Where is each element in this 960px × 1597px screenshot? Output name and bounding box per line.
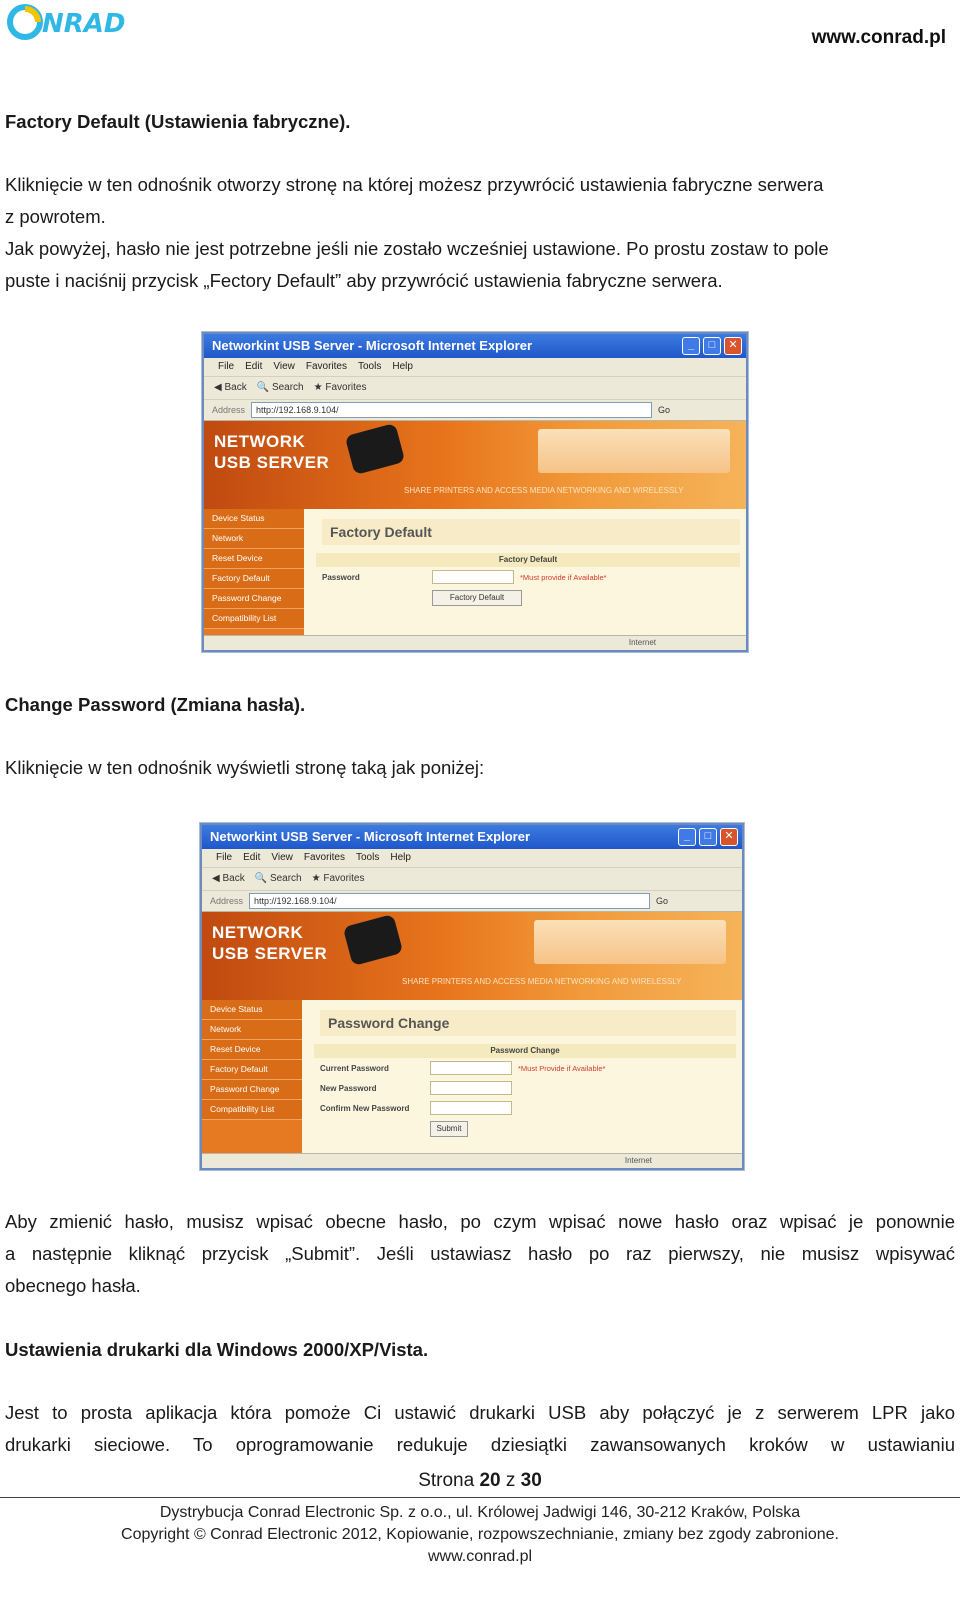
menu-view: View [273,361,295,372]
ie-status-bar [204,635,746,650]
search-button: 🔍 Search [254,873,302,884]
footer-url: www.conrad.pl [427,1548,533,1565]
factory-default-form [316,553,740,606]
password-label: Password [322,572,360,582]
menu-file: File [216,852,233,863]
sidebar-item-network: Network [204,529,304,549]
page-title: Password Change [320,1010,736,1036]
close-icon: ✕ [720,828,738,846]
sidebar-item-factory-default: Factory Default [202,1060,302,1080]
menu-tools: Tools [357,361,382,372]
device-icons-strip [538,429,730,473]
banner-title-2: USB SERVER [214,453,330,472]
maximize-icon: □ [703,337,721,355]
printer-paragraph-line-1: Jest to prosta aplikacja która pomoże Ci ustawić drukarki USB aby połączyć je z serwerem LPR jako [5,1402,955,1423]
ie-address-bar [202,891,742,912]
confirm-password-label: Confirm New Password [320,1103,410,1113]
password-paragraph-2-line-1: Aby zmienić hasło, musisz wpisać obecne hasło, po czym wpisać nowe hasło oraz wpisać je ponownie [5,1211,955,1232]
ie-toolbar [202,868,742,891]
sidebar-item-device-status: Device Status [204,509,304,529]
web-page [204,421,746,636]
ie-window-title: Networkint USB Server - Microsoft Internet Explorer [212,338,533,353]
ie-menu-bar [204,358,746,377]
required-note: *Must Provide if Available* [518,1063,606,1073]
factory-paragraph-2-line-1: Jak powyżej, hasło nie jest potrzebne jeśli nie zostało wcześniej ustawione. Po prostu zostaw to pole [5,238,829,259]
new-password-label: New Password [320,1083,377,1093]
ie-toolbar [204,377,746,400]
go-button: Go [656,896,669,906]
back-button: ◀ Back [214,382,247,393]
sidebar-item-password-change: Password Change [202,1080,302,1100]
sidebar-item-reset-device: Reset Device [202,1040,302,1060]
ie-window-title: Networkint USB Server - Microsoft Internet Explorer [210,829,531,844]
address-label: Address [210,896,244,906]
factory-default-screenshot [202,332,748,652]
svg-text:NRAD: NRAD [42,9,126,39]
menu-view: View [271,852,293,863]
internet-zone: Internet [628,638,656,647]
form-header: Factory Default [316,553,740,567]
password-paragraph-2-line-2: a następnie kliknąć przycisk „Submit”. Jeśli ustawiasz hasło po raz pierwszy, nie musisz wpisywać [5,1243,955,1264]
confirm-password-input [430,1101,512,1115]
usb-server-device-image [343,914,404,966]
menu-tools: Tools [355,852,380,863]
password-change-screenshot [200,823,744,1170]
ie-address-bar [204,400,746,421]
menu-edit: Edit [245,361,263,372]
sidebar-menu [202,1000,302,1154]
address-field: http://192.168.9.104/ [251,402,652,418]
password-paragraph-2-line-3: obecnego hasła. [5,1275,141,1296]
factory-default-button: Factory Default [432,590,522,606]
page-title: Factory Default [322,519,740,545]
header-site-url: www.conrad.pl [811,27,946,48]
sidebar-item-compatibility-list: Compatibility List [204,609,304,629]
required-note: *Must provide if Available* [520,572,607,582]
ie-menu-bar [202,849,742,868]
ie-title-bar [202,825,742,849]
menu-help: Help [390,852,411,863]
page-number: Strona 20 z 30 [418,1470,542,1491]
form-header: Password Change [314,1044,736,1058]
printer-heading: Ustawienia drukarki dla Windows 2000/XP/Vista. [5,1339,429,1360]
network-usb-server-banner [202,912,742,1000]
address-field: http://192.168.9.104/ [249,893,650,909]
printer-paragraph-line-2: drukarki sieciowe. To oprogramowanie redukuje dziesiątki zawansowanych kroków w ustawianiu [5,1434,955,1455]
factory-paragraph-1-line-2: z powrotem. [5,206,106,227]
banner-title-2: USB SERVER [212,944,328,963]
sidebar-item-network: Network [202,1020,302,1040]
network-usb-server-banner [204,421,746,509]
menu-help: Help [392,361,413,372]
sidebar-item-compatibility-list: Compatibility List [202,1100,302,1120]
banner-tagline: SHARE PRINTERS AND ACCESS MEDIA NETWORKING AND WIRELESSLY [402,977,682,986]
menu-favorites: Favorites [305,361,347,372]
device-icons-strip [534,920,726,964]
favorites-button: ★ Favorites [311,873,365,884]
banner-title-1: NETWORK [212,923,304,942]
factory-paragraph-1-line-1: Kliknięcie w ten odnośnik otworzy stronę na której możesz przywrócić ustawienia fabryczne serwera [5,174,824,195]
password-input [432,570,514,584]
close-icon: ✕ [724,337,742,355]
menu-edit: Edit [243,852,261,863]
go-button: Go [658,405,671,415]
factory-paragraph-2-line-2: puste i naciśnij przycisk „Fectory Default” aby przywrócić ustawienia fabryczne serwera. [5,270,723,291]
banner-tagline: SHARE PRINTERS AND ACCESS MEDIA NETWORKING AND WIRELESSLY [404,486,684,495]
sidebar-item-password-change: Password Change [204,589,304,609]
new-password-input [430,1081,512,1095]
current-password-input [430,1061,512,1075]
password-change-form [314,1044,736,1137]
banner-title-1: NETWORK [214,432,306,451]
internet-zone: Internet [624,1156,652,1165]
search-button: 🔍 Search [256,382,304,393]
main-panel [304,509,746,636]
ie-status-bar [202,1153,742,1168]
back-button: ◀ Back [212,873,245,884]
menu-favorites: Favorites [303,852,345,863]
factory-heading: Factory Default (Ustawienia fabryczne). [5,111,351,132]
conrad-logo [6,0,164,44]
favorites-button: ★ Favorites [313,382,367,393]
submit-button: Submit [430,1121,468,1137]
footer-address: Dystrybucja Conrad Electronic Sp. z o.o., ul. Królowej Jadwigi 146, 30-212 Kraków, Polska [159,1504,801,1521]
ie-title-bar [204,334,746,358]
main-panel [302,1000,742,1154]
sidebar-item-device-status: Device Status [202,1000,302,1020]
sidebar-item-reset-device: Reset Device [204,549,304,569]
footer-copyright: Copyright © Conrad Electronic 2012, Kopiowanie, rozpowszechnianie, zmiany bez zgody zabronione. [121,1526,839,1543]
maximize-icon: □ [699,828,717,846]
sidebar-item-factory-default: Factory Default [204,569,304,589]
minimize-icon: _ [682,337,700,355]
menu-file: File [218,361,235,372]
usb-server-device-image [345,423,406,475]
password-paragraph-1: Kliknięcie w ten odnośnik wyświetli stronę taką jak poniżej: [5,757,485,778]
current-password-label: Current Password [320,1063,389,1073]
address-label: Address [212,405,246,415]
password-heading: Change Password (Zmiana hasła). [5,694,306,715]
footer-divider [0,1497,960,1498]
web-page [202,912,742,1154]
minimize-icon: _ [678,828,696,846]
sidebar-menu [204,509,304,636]
